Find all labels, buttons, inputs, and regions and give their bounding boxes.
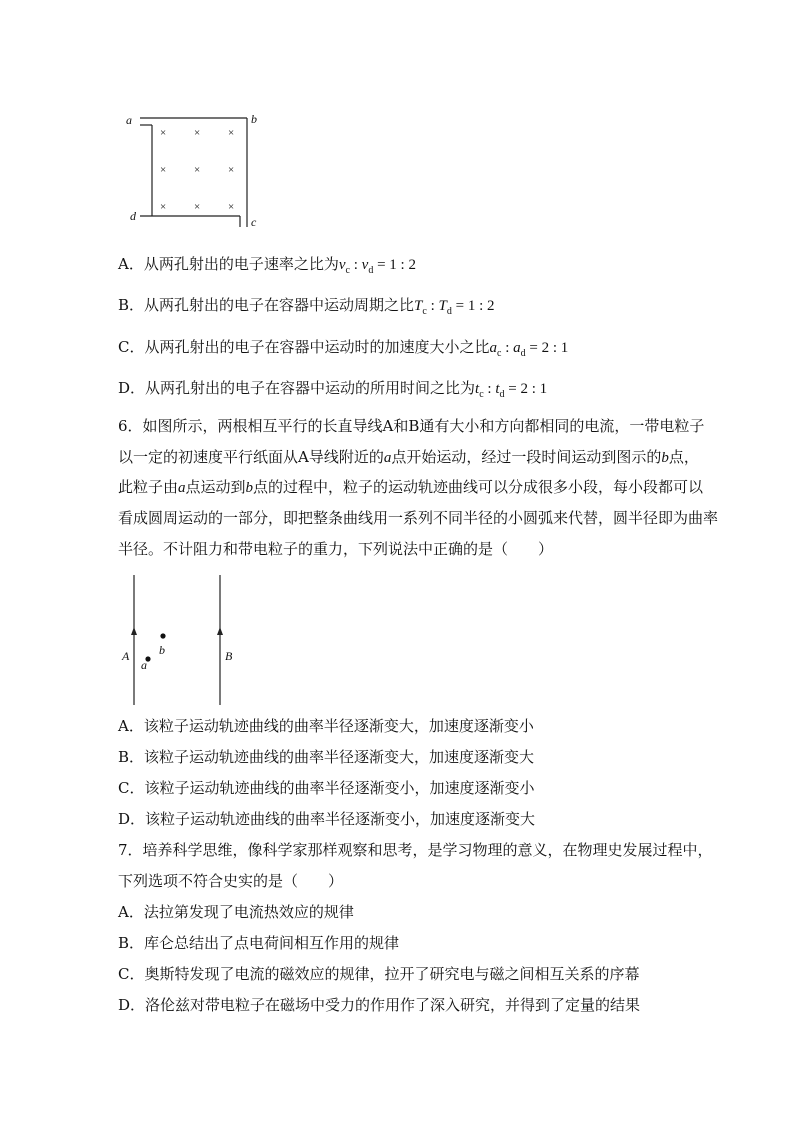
point-label-a: a [141, 658, 147, 672]
q7-option-d: D．洛伦兹对带电粒子在磁场中受力的作用作了深入研究，并得到了定量的结果 [118, 996, 641, 1014]
field-cross: × [228, 164, 235, 176]
q6-stem-line: 6．如图所示，两根相互平行的长直导线A和B通有大小和方向都相同的电流，一带电粒子 [118, 417, 705, 435]
field-cross: × [194, 127, 201, 139]
parallel-wires-figure [115, 575, 255, 710]
q6-stem-line: 以一定的初速度平行纸面从A导线附近的a点开始运动，经过一段时间运动到图示的b点， [118, 448, 699, 466]
q6-stem-line: 半径。不计阻力和带电粒子的重力，下列说法中正确的是（ ） [118, 540, 554, 558]
field-cross: × [160, 127, 167, 139]
q6-stem-line: 看成圆周运动的一部分，即把整条曲线用一系列不同半径的小圆弧来代替，圆半径即为曲率 [118, 509, 719, 527]
q5-option-a: A．从两孔射出的电子速率之比为$v_c$ : $v_d = 1$ : 2 [118, 255, 416, 276]
wire-label-b: B [225, 649, 233, 663]
ratio-formula: $v_c$ : $v_d = 1$ : 2 [338, 257, 416, 276]
q5-option-d: D．从两孔射出的电子在容器中运动的所用时间之比为$t_c$ : $t_d = 2$ : 1 [118, 379, 548, 400]
q6-stem-line: 此粒子由a点运动到b点的过程中，粒子的运动轨迹曲线可以分成很多小段，每小段都可以 [118, 478, 704, 496]
q7-option-c: C．奥斯特发现了电流的磁效应的规律，拉开了研究电与磁之间相互关系的序幕 [118, 965, 640, 983]
field-cross: × [160, 164, 167, 176]
q5-option-b: B．从两孔射出的电子在容器中运动周期之比$T_c$ : $T_d = 1$ : 2 [118, 296, 495, 317]
q7-stem-line: 7．培养科学思维，像科学家那样观察和思考，是学习物理的意义，在物理史发展过程中， [118, 841, 713, 859]
field-cross: × [194, 201, 201, 213]
field-cross: × [228, 127, 235, 139]
label-a: a [126, 113, 132, 127]
q7-option-a: A．法拉第发现了电流热效应的规律 [118, 903, 354, 921]
ratio-formula: $t_c$ : $t_d = 2$ : 1 [475, 381, 548, 400]
magnetic-field-container-figure [120, 108, 270, 233]
field-cross: × [228, 201, 235, 213]
current-arrow-icon [131, 627, 137, 635]
q7-stem-line: 下列选项不符合史实的是（ ） [118, 872, 344, 890]
wire-label-a: A [122, 649, 130, 663]
ratio-formula: $a_c$ : $a_d = 2$ : 1 [489, 340, 569, 359]
label-b: b [251, 112, 257, 126]
point-b-dot [160, 633, 165, 638]
ratio-formula: $T_c$ : $T_d = 1$ : 2 [414, 298, 495, 317]
field-cross: × [160, 201, 167, 213]
label-c: c [251, 215, 257, 229]
current-arrow-icon [217, 627, 223, 635]
q6-option-c: C．该粒子运动轨迹曲线的曲率半径逐渐变小，加速度逐渐变小 [118, 779, 535, 797]
label-d: d [130, 209, 136, 223]
q7-option-b: B．库仑总结出了点电荷间相互作用的规律 [118, 934, 400, 952]
q5-option-c: C．从两孔射出的电子在容器中运动时的加速度大小之比$a_c$ : $a_d = 2$ : 1 [118, 338, 569, 359]
q6-option-a: A．该粒子运动轨迹曲线的曲率半径逐渐变大，加速度逐渐变小 [118, 717, 534, 735]
field-cross: × [194, 164, 201, 176]
q6-option-d: D．该粒子运动轨迹曲线的曲率半径逐渐变小，加速度逐渐变大 [118, 810, 536, 828]
point-label-b: b [159, 643, 165, 657]
q6-option-b: B．该粒子运动轨迹曲线的曲率半径逐渐变大，加速度逐渐变大 [118, 748, 535, 766]
